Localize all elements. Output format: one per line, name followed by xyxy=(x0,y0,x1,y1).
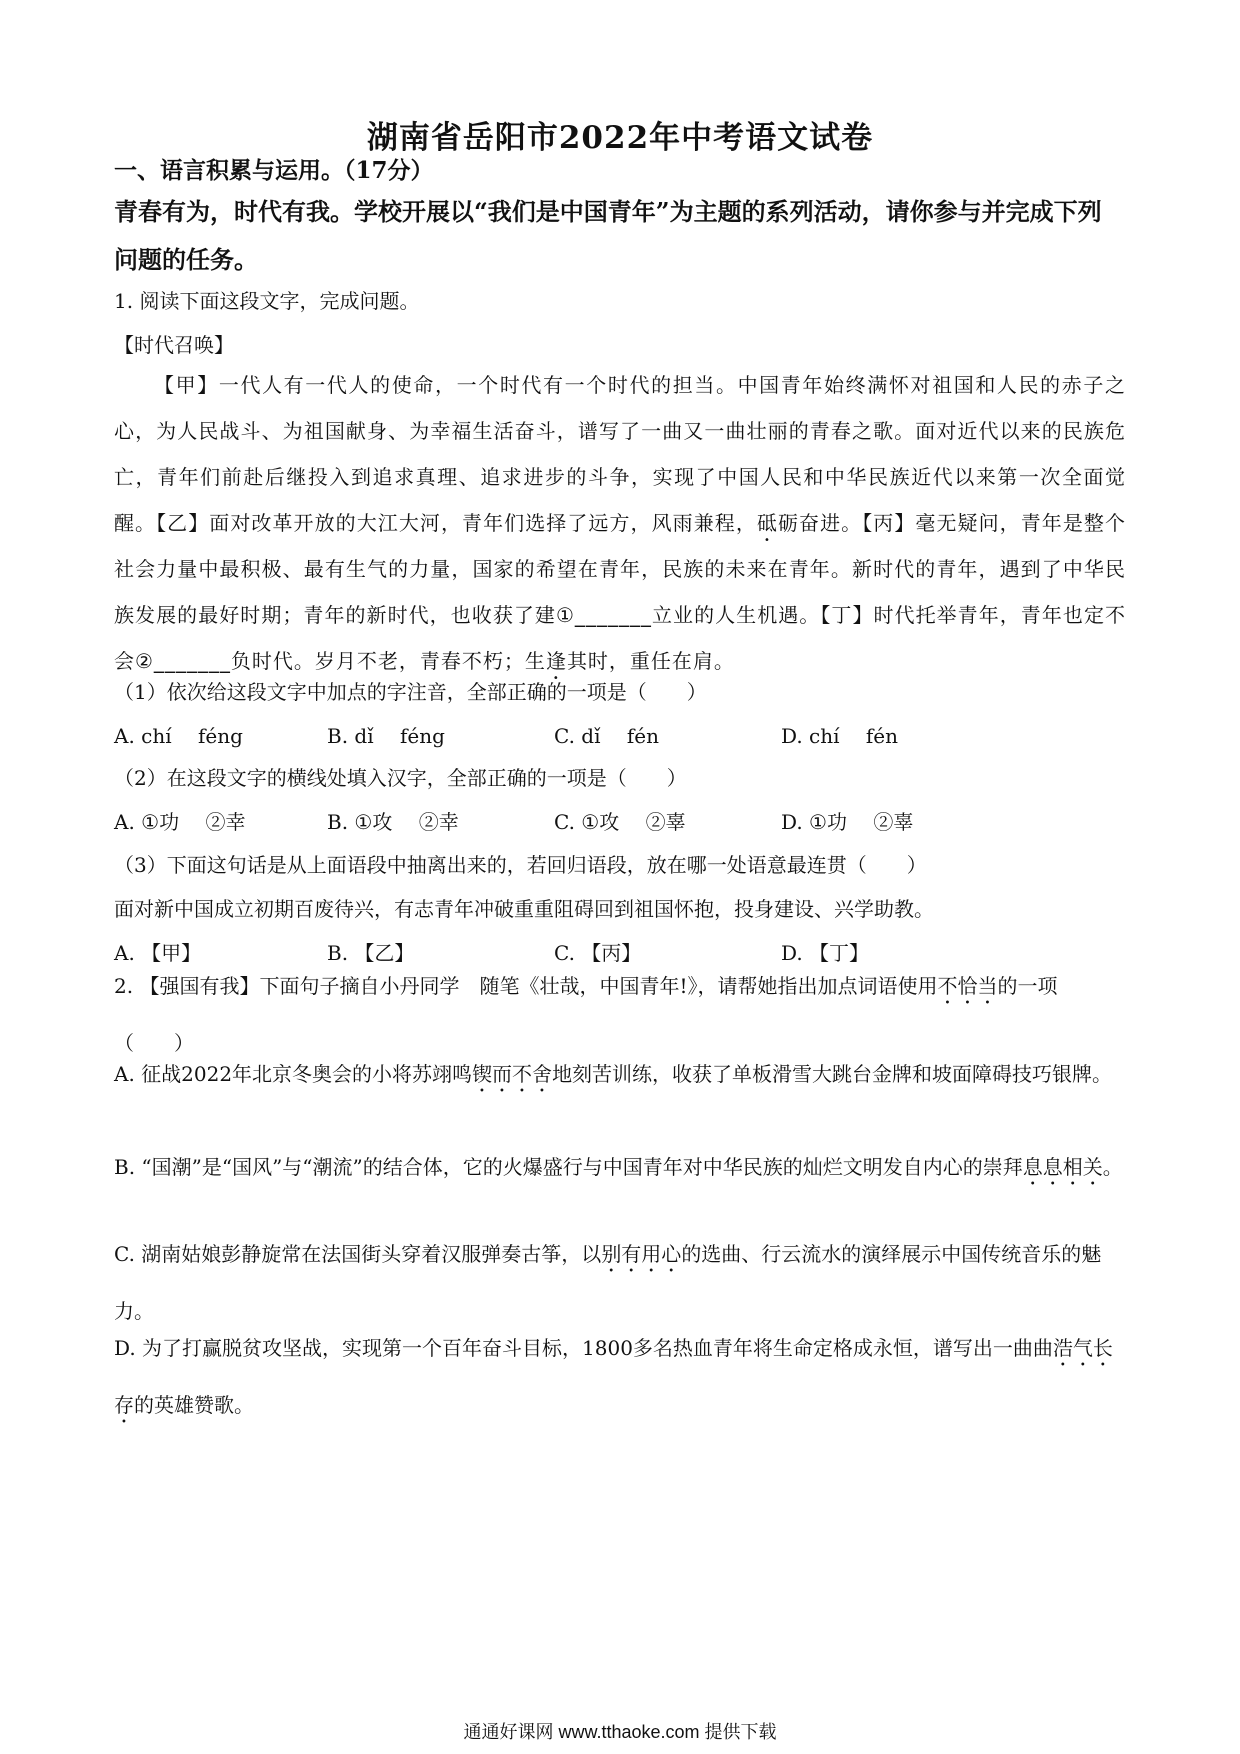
option-b[interactable]: B. dǐ féng xyxy=(327,724,445,748)
option-text: D. 为了打赢脱贫攻坚战，实现第一个百年奋斗目标，1800多名热血青年将生命定格成永恒，谱写出一曲曲 xyxy=(114,1336,1053,1360)
option-text: A. 征战2022年北京冬奥会的小将苏翊鸣 xyxy=(114,1062,473,1086)
option-a[interactable]: A. ①功 ②幸 xyxy=(114,810,246,834)
dotted-char-2: 逢 xyxy=(545,649,567,673)
exam-title: 湖南省岳阳市2022年中考语文试卷 xyxy=(366,120,874,156)
option-text: 的选曲、行云流水的演绎展示中国传统音乐的魅力。 xyxy=(114,1242,1102,1323)
option-text: 地刻苦训练，收获了单板滑雪大跳台金牌和坡面障碍技巧银牌。 xyxy=(552,1062,1113,1086)
option-text: B. “国潮”是“国风”与“潮流”的结合体，它的火爆盛行与中国青年对中华民族的灿烂文明发自内心的崇拜 xyxy=(114,1155,1023,1179)
option-b[interactable]: B. 【乙】 xyxy=(327,941,415,965)
dotted-phrase: 别有用心 xyxy=(601,1242,682,1266)
passage-text-1: 【甲】一代人有一代人的使命，一个时代有一个时代的担当。中国青年始终满怀对祖国和人民的赤子之心，为人民战斗、为祖国献身、为幸福生活奋斗，谱写了一曲又一曲壮丽的青春之歌。面对近代以来的民族危亡，青年们前赴后继投入到追求真理、追求进步的斗争，实现了中国人民和中华民族近代以来第一次全面觉醒。【乙】面对改革开放的大江大河，青年们选择了远方，风雨兼程， xyxy=(114,373,1126,535)
question-1-stem: 1. 阅读下面这段文字，完成问题。 xyxy=(114,289,420,313)
option-d[interactable]: D. 【丁】 xyxy=(781,941,870,965)
option-d[interactable]: D. chí fén xyxy=(781,724,898,748)
sub-question-1: （1）依次给这段文字中加点的字注音，全部正确的一项是（ ） xyxy=(114,680,707,704)
option-c[interactable]: C. dǐ fén xyxy=(554,724,659,748)
dotted-char-1: 砥 xyxy=(756,511,778,535)
dotted-phrase: 不恰当 xyxy=(937,974,998,998)
option-b[interactable]: B. ①攻 ②幸 xyxy=(327,810,459,834)
passage-label: 【时代召唤】 xyxy=(114,333,234,357)
option-d[interactable] xyxy=(114,1320,1124,1434)
option-a[interactable] xyxy=(114,1046,1124,1103)
option-d[interactable]: D. ①功 ②辜 xyxy=(781,810,914,834)
option-text: C. 湖南姑娘彭静旋常在法国街头穿着汉服弹奏古筝，以 xyxy=(114,1242,602,1266)
option-a[interactable]: A. chí féng xyxy=(114,724,243,748)
sub-question-3: （3）下面这句话是从上面语段中抽离出来的，若回归语段，放在哪一处语意最连贯（ ） xyxy=(114,853,927,877)
question-2-stem-text: 的一项（ ） xyxy=(114,974,1058,1055)
option-c[interactable]: C. ①攻 ②辜 xyxy=(554,810,686,834)
passage-text-2: 砺奋进。【丙】毫无疑问，青年是整个社会力量中最积极、最有生气的力量，国家的希望在青年，民族的未来在青年。新时代的青年，遇到了中华民族发展的最好时期；青年的新时代，也收获了建①_______立业的人生机遇。【丁】时代托举青年，青年也定不会②_______负时代。岁月不老，青春不朽；生 xyxy=(114,511,1126,673)
dotted-phrase: 锲而不舍 xyxy=(472,1062,553,1086)
dotted-phrase: 息息相关 xyxy=(1022,1155,1103,1179)
passage-text-3: 其时，重任在肩。 xyxy=(566,649,735,673)
dotted-phrase: 浩气长存 xyxy=(114,1336,1113,1417)
option-b[interactable] xyxy=(114,1139,1124,1196)
option-text: 。 xyxy=(1102,1155,1123,1179)
section-heading: 一、语言积累与运用。（17分） xyxy=(114,157,434,184)
extracted-sentence: 面对新中国成立初期百废待兴，有志青年冲破重重阻碍回到祖国怀抱，投身建设、兴学助教。 xyxy=(114,897,934,921)
section-intro: 青春有为，时代有我。学校开展以“我们是中国青年”为主题的系列活动，请你参与并完成下列问题的任务。 xyxy=(114,197,1102,274)
question-2-stem-text: 2. 【强国有我】下面句子摘自小丹同学 随笔《壮哉，中国青年!》，请帮她指出加点词语使用 xyxy=(114,974,938,998)
sub-question-2: （2）在这段文字的横线处填入汉字，全部正确的一项是（ ） xyxy=(114,766,687,790)
reading-passage xyxy=(114,362,1126,684)
option-text: 的英雄赞歌。 xyxy=(134,1393,254,1417)
option-a[interactable]: A. 【甲】 xyxy=(114,941,202,965)
footer-watermark: 通通好课网 www.tthaoke.com 提供下载 xyxy=(463,1722,777,1742)
option-c[interactable]: C. 【丙】 xyxy=(554,941,642,965)
